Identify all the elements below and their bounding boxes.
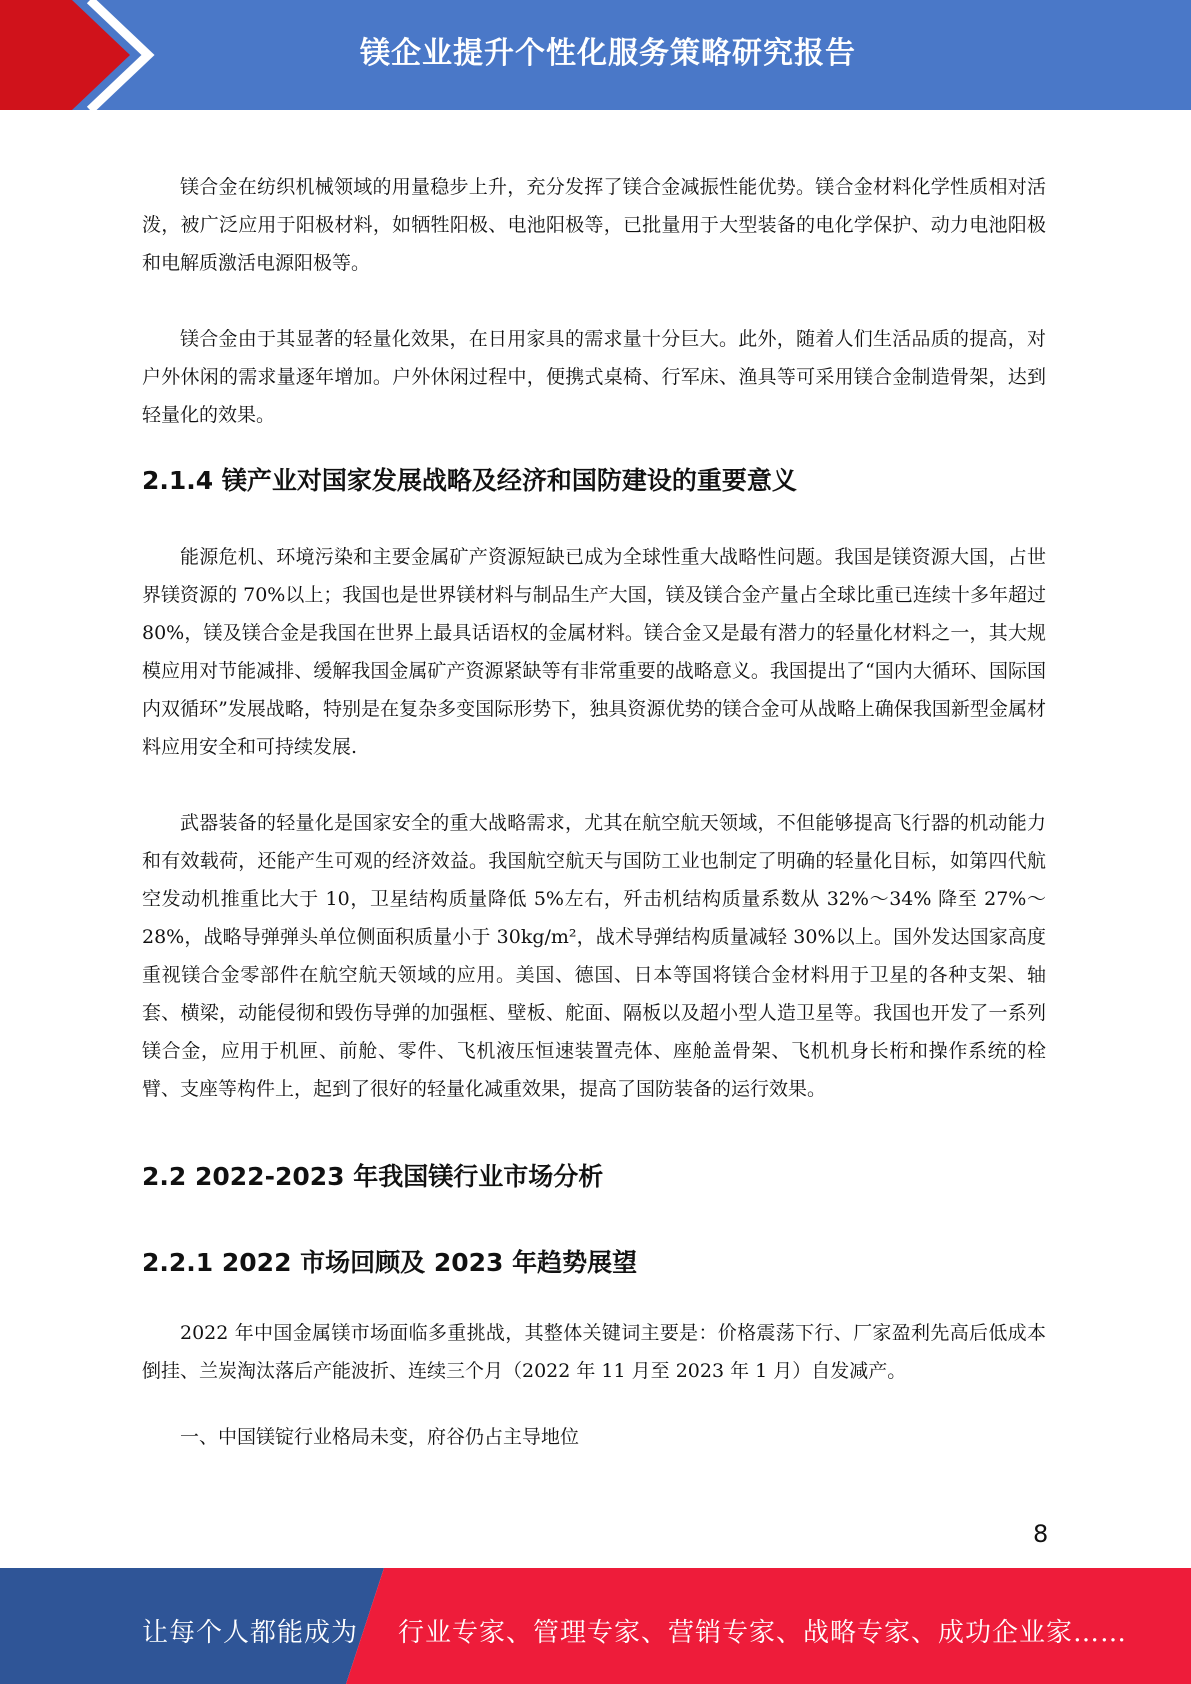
paragraph-energy-crisis: 能源危机、环境污染和主要金属矿产资源短缺已成为全球性重大战略性问题。我国是镁资源大国，占世界镁资源的 70%以上；我国也是世界镁材料与制品生产大国，镁及镁合金产量占全球比重已连续十多年超过 80%，镁及镁合金是我国在世界上最具话语权的金属材料。镁合金又是最有潜力的轻量化材料之一，其大规模应用对节能减排、缓解我国金属矿产资源紧缺等有非常重要的战略意义。我国提出了“国内大循环、国际国内双循环”发展战略，特别是在复杂多变国际形势下，独具资源优势的镁合金可从战略上确保我国新型金属材料应用安全和可持续发展. bbox=[142, 546, 1046, 758]
page-footer bbox=[0, 1568, 1191, 1684]
paragraph-2022-market: 2022 年中国金属镁市场面临多重挑战，其整体关键词主要是：价格震荡下行、厂家盈利先高后低成本倒挂、兰炭淘汰落后产能波折、连续三个月（2022 年 11 月至 2023 年 1 月）自发减产。 bbox=[142, 1322, 1046, 1382]
footer-slogan-right: 行业专家、管理专家、营销专家、战略专家、成功企业家…… bbox=[398, 1618, 1128, 1648]
paragraph-textile-machinery: 镁合金在纺织机械领域的用量稳步上升，充分发挥了镁合金减振性能优势。镁合金材料化学性质相对活泼，被广泛应用于阳极材料，如牺牲阳极、电池阳极等，已批量用于大型装备的电化学保护、动力电池阳极和电解质激活电源阳极等。 bbox=[142, 176, 1046, 274]
section-heading-2-2: 2.2 2022-2023 年我国镁行业市场分析 bbox=[142, 1162, 604, 1191]
document-body bbox=[142, 168, 1046, 1456]
footer-slogan-left: 让每个人都能成为 bbox=[142, 1618, 359, 1648]
section-heading-2-1-4: 2.1.4 镁产业对国家发展战略及经济和国防建设的重要意义 bbox=[142, 466, 797, 495]
paragraph-weapons-lightweight: 武器装备的轻量化是国家安全的重大战略需求，尤其在航空航天领域，不但能够提高飞行器的机动能力和有效载荷，还能产生可观的经济效益。我国航空航天与国防工业也制定了明确的轻量化目标，如第四代航空发动机推重比大于 10，卫星结构质量降低 5%左右，歼击机结构质量系数从 32%～34% 降至 27%～28%，战略导弹弹头单位侧面积质量小于 30kg/m²，战术导弹结构质量减轻 30%以上。国外发达国家高度重视镁合金零部件在航空航天领域的应用。美国、德国、日本等国将镁合金材料用于卫星的各种支架、轴套、横梁，动能侵彻和毁伤导弹的加强框、壁板、舵面、隔板以及超小型人造卫星等。我国也开发了一系列镁合金，应用于机匣、前舱、零件、飞机液压恒速装置壳体、座舱盖骨架、飞机机身长桁和操作系统的栓臂、支座等构件上，起到了很好的轻量化减重效果，提高了国防装备的运行效果。 bbox=[142, 812, 1046, 1100]
paragraph-furniture: 镁合金由于其显著的轻量化效果，在日用家具的需求量十分巨大。此外，随着人们生活品质的提高，对户外休闲的需求量逐年增加。户外休闲过程中，便携式桌椅、行军床、渔具等可采用镁合金制造骨架，达到轻量化的效果。 bbox=[142, 328, 1046, 426]
page-header bbox=[0, 0, 1191, 110]
paragraph-industry-pattern: 一、中国镁锭行业格局未变，府谷仍占主导地位 bbox=[180, 1426, 580, 1448]
section-heading-2-2-1: 2.2.1 2022 市场回顾及 2023 年趋势展望 bbox=[142, 1248, 638, 1277]
page-number: 8 bbox=[1033, 1520, 1049, 1548]
header-title: 镁企业提升个性化服务策略研究报告 bbox=[360, 36, 856, 71]
